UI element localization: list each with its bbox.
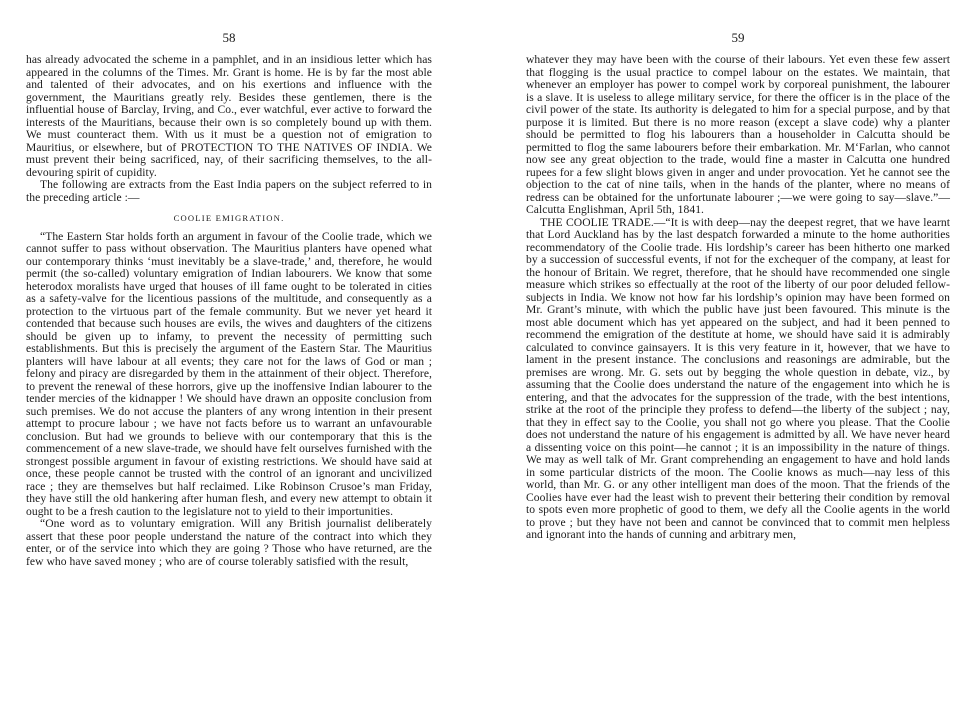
left-page	[26, 0, 432, 568]
page-number: 59	[731, 30, 745, 45]
paragraph: “One word as to voluntary emigration. Will any British journalist deliberately assert that these poor people understand the nature of the contract into which they enter, or of the service into which they are going ? Those who have returned, are the few who have saved money ; who are of course tolerably satisfied with the result,	[26, 517, 432, 568]
page-number: 58	[222, 30, 236, 45]
section-heading: COOLIE EMIGRATION.	[173, 213, 285, 223]
right-page	[526, 0, 950, 542]
page-body	[26, 54, 432, 568]
paragraph: whatever they may have been with the course of their labours. Yet even these few assert that flogging is the usual practice to compel labour on the estates. We maintain, that whenever an employer has power to compel work by corporeal punishment, the labourer is a slave. It is useless to allege military service, for there the officer is in the place of the civil power of the state. Its authority is delegated to him for a special purpose, and by that purpose it is limited. But there is no more reason (except a slave code) why a planter should be permitted to flog his labourers than a householder in Calcutta should be permitted to flog the same labourers before their embarkation. Mr. M‘Farlan, who cannot now see any great objection to the trade, would fine a master in Calcutta one hundred rupees for a few slight blows given in anger and under provocation. Yet he cannot see the objection to the cat of nine tails, when in the hands of the planter, where no means of redress can be obtained for the unfortunate labourer ;—we were going to say—slave.”—Calcutta Englishman, April 5th, 1841.	[526, 53, 950, 216]
paragraph: THE COOLIE TRADE.—“It is with deep—nay the deepest regret, that we have learnt that Lord Auckland has by the last despatch forwarded a minute to the home authorities recommendatory of the Coolie trade. His lordship’s career has been hitherto one marked by a succession of successful events, if not for the exchequer of the company, at least for the honour of Britain. We regret, therefore, that he should have recommended one single measure which strikes so effectually at the root of the liberty of our poor deluded fellow-subjects in India. We know not how far his lordship’s opinion may have been formed on Mr. Grant’s minute, with which the public have just been favoured. This minute is the most able document which has yet appeared on the subject, and had it been penned to recommend the emigration of the destitute at home, we should have said it is admirably calculated to convince gainsayers. It is this very feature in it, however, that we have to lament in the present instance. The conclusions and reasonings are admirable, but the premises are wrong. Mr. G. sets out by begging the whole question in debate, viz., by assuming that the Coolie does understand the nature of the engagement into which he is entering, and that the advocates for the suppression of the trade, with the best intentions, strike at the root of the principle they profess to defend—the liberty of the subject ; nay, that they in effect say to the Coolie, you shall not go where you please. That the Coolie does not understand the nature of his engagement is admitted by all. We have never heard a dissenting voice on this point—he cannot ; it is an impossibility in the nature of things. We may as well talk of Mr. Grant comprehending an engagement to have and hold lands in some particular districts of the moon. The Coolie knows as much—nay less of this world, than Mr. G. or any other intelligent man does of the moon. That the friends of the Coolies have ever had the least wish to prevent their bettering their condition by removal to spots even more prophetic of good to them, we defy all the Coolie agents in the world to prove ; but they have not been and cannot be convinced that to commit men helpless and ignorant into the hands of cunning and arbitrary men,	[526, 215, 950, 541]
paragraph: “The Eastern Star holds forth an argument in favour of the Coolie trade, which we cannot suffer to pass without observation. The Mauritius planters have opened what our contemporary thinks ‘must inevitably be a slave-trade,’ and, therefore, he would permit (the so-called) voluntary emigration of Indian labourers. We know that some heterodox moralists have urged that houses of ill fame ought to be tolerated in cities as a safety-valve for the licentious passions of the multitude, and consequently as a protection to the virtuous part of the female community. But we never yet heard it contended that because such houses are evils, the wives and daughters of the citizens should be given up to infamy, to prevent the necessity of permitting such establishments. But this is precisely the argument of the Eastern Star. The Mauritius planters will have labour at all events; they care not for the laws of God or man ; felony and piracy are disregarded by them in the attainment of their object. Therefore, to prevent the renewal of these horrors, give up the inoffensive Indian labourer to the tender mercies of the kidnapper ! We should have drawn an opposite conclusion from such premises. We do not accuse the planters of any wrong intention in their present attempt to procure labour ; we have not facts before us to warrant an unfavourable conclusion. But had we grounds to believe with our contemporary that this is the commencement of a new slave-trade, we should have felt ourselves furnished with the strongest possible argument in favour of existing restrictions. We should have said at once, these people cannot be trusted with the control of an ignorant and uncivilized race ; they are themselves but half reclaimed. Like Robinson Crusoe’s man Friday, they have still the old hankering after human flesh, and every new attempt to obtain it ought to be a fresh caution to the legislature not to yield to their importunities.	[26, 229, 432, 518]
page-body	[526, 54, 950, 542]
paragraph: has already advocated the scheme in a pamphlet, and in an insidious letter which has appeared in the columns of the Times. Mr. Grant is home. He is by far the most able and talented of their advocates, and on his exertions and influence with the government, the Mauritians greatly rely. Besides these gentlemen, there is the influential house of Barclay, Irving, and Co., ever watchful, ever active to forward the interests of the Mauritians, because their own is so completely bound up with them. We must counteract them. With us it must be a question not of emigration to Mauritius, or elsewhere, but of PROTECTION TO THE NATIVES OF INDIA. We must prevent their being sacrificed, nay, of their sacrificing themselves, to the all-devouring spirit of cupidity.	[26, 53, 432, 179]
paragraph: The following are extracts from the East India papers on the subject referred to in the preceding article :—	[26, 178, 432, 204]
